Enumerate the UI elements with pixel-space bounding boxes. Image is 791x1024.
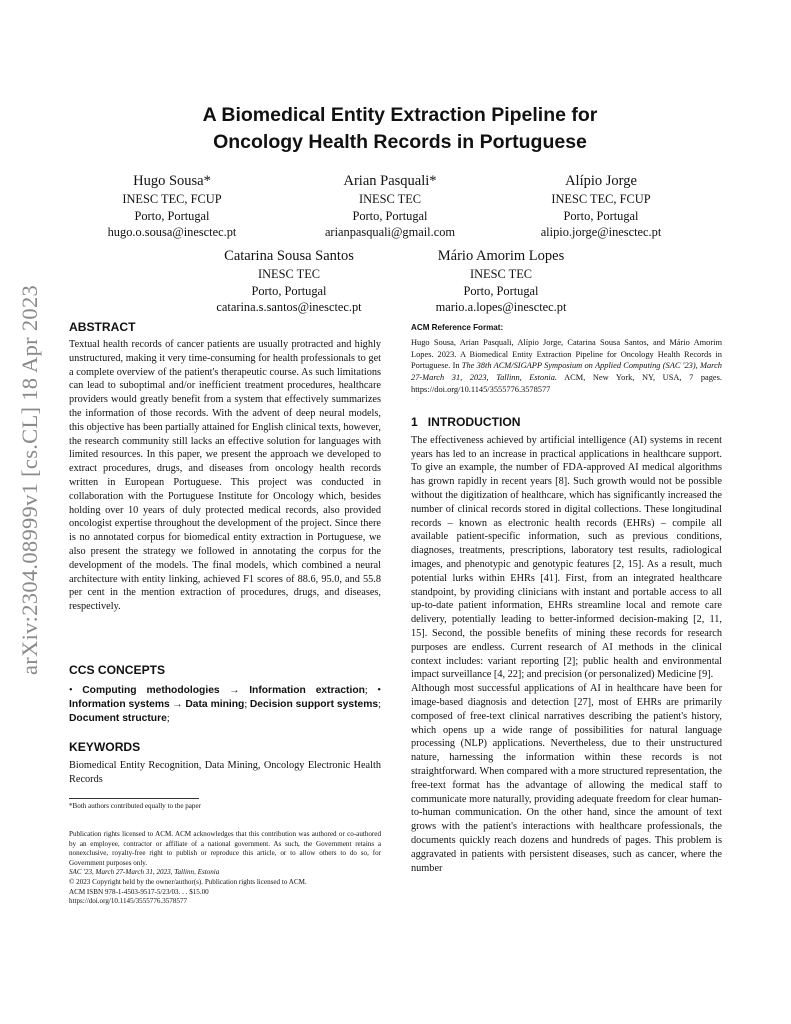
author-block: Hugo Sousa* INESC TEC, FCUP Porto, Portugal hugo.o.sousa@inesctec.pt bbox=[107, 173, 237, 239]
abstract-text: Textual health records of cancer patients are usually protracted and highly unstructured, making it very time-consuming for health professionals to get a complete overview of the patient's therapeutic course. As such limitations can lead to suboptimal and/or inefficient treatment procedures, healthcare providers would greatly benefit from a system that effectively summarizes the information of those records. With the advent of deep neural models, this objective has been partially attained for English clinical texts, however, the research community still lacks an effective solution for languages with limited resources. In this paper, we present the approach we developed to extract procedures, drugs, and diseases from oncology health records written in European Portuguese. This project was conducted in collaboration with the Portuguese Institute for Oncology which, besides holding over 10 years of duly protected medical records, also provided oncologist expertise throughout the development of the project. Since there is no annotated corpus for biomedical entity extraction in Portuguese, we also present the strategy we followed in annotating the corpus for the development of the models. The final models, which combined a neural architecture with entity linking, achieved F1 scores of 88.6, 95.0, and 55.8 per cent in the mention extraction of procedures, drugs, and diseases, respectively. bbox=[69, 339, 381, 613]
ccs-heading: CCS CONCEPTS bbox=[69, 663, 166, 677]
author-block: Alípio Jorge INESC TEC, FCUP Porto, Portugal alipio.jorge@inesctec.pt bbox=[540, 173, 662, 239]
ccs-section bbox=[69, 663, 381, 725]
keywords-text: Biomedical Entity Recognition, Data Mining, Oncology Electronic Health Records bbox=[69, 760, 381, 785]
acm-reference: ACM Reference Format: Hugo Sousa, Arian Pasquali, Alípio Jorge, Catarina Sousa Santos, and Mário Amorim Lopes. 2023. A Biomedical Entity Extraction Pipeline for Oncology Health Records in Portuguese. In The 38th ACM/SIGAPP Symposium on Applied Computing (SAC '23), March 27-March 31, 2023, Tallinn, Estonia. ACM, New York, NY, USA, 7 pages. https://doi.org/10.1145/3555776.3578577 bbox=[411, 323, 722, 394]
arxiv-identifier: arXiv:2304.08999v1 [cs.CL] 18 Apr 2023 bbox=[17, 284, 42, 676]
keywords-section bbox=[69, 740, 381, 787]
paper-title: A Biomedical Entity Extraction Pipeline for Oncology Health Records in Portuguese bbox=[202, 104, 598, 153]
intro-paragraph: The effectiveness achieved by artificial intelligence (AI) systems in recent years has led to an increase in practical applications in healthcare support. To give an example, the number of FDA-approved AI medical algorithms has grown rapidly in recent years [8]. Such growth would not be possible without the digitization of healthcare, which has significantly increased the number of clinical records stored in digital collections. These longitudinal records – known as electronic health records (EHRs) – compile all available patient-specific information, such as previous conditions, diagnoses, treatments, prescriptions, laboratory test results, radiological images, and phenotypic and genotypic features [2, 15]. As a result, much potential lurks within EHRs [41]. First, from an integrated healthcare standpoint, by providing clinicians with instant and portable access to all up-to-date patient information, EHRs streamline local and remote care delivery, potentially leading to better-informed decision-making [2, 11, 15]. Second, the possible benefits of mining these records for research purposes are endless. Current research of AI methods in the clinical context includes: variant reporting [2]; public health and environmental impact surveillance [4, 22]; and precision (or personalized) Medicine [9]. bbox=[411, 434, 722, 681]
footnote: *Both authors contributed equally to the paper bbox=[69, 802, 201, 810]
author-block: Catarina Sousa Santos INESC TEC Porto, Portugal catarina.s.santos@inesctec.pt bbox=[216, 248, 362, 314]
rights-block: Publication rights licensed to ACM. ACM acknowledges that this contribution was authored or co-authored by an employee, contractor or affiliate of a national government. As such, the Government retains a nonexclusive, royalty-free right to publish or reproduce this article, or to allow others to do so, for Government purposes only. SAC '23, March 27-March 31, 2023, Tallinn, Estonia © 2023 Copyright held by the owner/author(s). Publication rights licensed to ACM. ACM ISBN 978-1-4503-9517-5/23/03. . . $15.00 https://doi.org/10.1145/3555776.3578577 bbox=[69, 830, 381, 906]
abstract-section bbox=[69, 320, 381, 614]
footnote-rule bbox=[69, 798, 199, 799]
reference-heading: ACM Reference Format: bbox=[411, 323, 504, 332]
keywords-heading: KEYWORDS bbox=[69, 740, 141, 754]
author-block: Mário Amorim Lopes INESC TEC Porto, Portugal mario.a.lopes@inesctec.pt bbox=[435, 248, 567, 314]
intro-paragraph: Although most successful applications of AI in healthcare have been for image-based diagnosis and detection [27], most of EHRs are primarily composed of free-text clinical narratives describing the patient's history, which opens up a wide range of possibilities for natural language processing (NLP) applications. Nevertheless, due to their unstructured nature, harnessing the information within these records is not straightforward. When compared with a more structured representation, the free-text format has the advantage of allowing the medical staff to communicate more naturally, providing adequate freedom for clear human-to-human communication. On the other hand, since the amount of text grows with the patient's interactions with healthcare professionals, the documents quickly reach dozens and hundreds of pages. This problem is aggravated in patients with persistent diseases, such as cancer, where the number bbox=[411, 683, 722, 874]
introduction-section bbox=[411, 416, 722, 875]
abstract-heading: ABSTRACT bbox=[69, 320, 136, 334]
introduction-heading: 1 INTRODUCTION bbox=[411, 415, 521, 429]
ccs-text: • Computing methodologies → Information extraction; • Information systems → Data mining; Decision support systems; Document structure; bbox=[69, 685, 382, 724]
author-block: Arian Pasquali* INESC TEC Porto, Portugal arianpasquali@gmail.com bbox=[324, 173, 456, 239]
